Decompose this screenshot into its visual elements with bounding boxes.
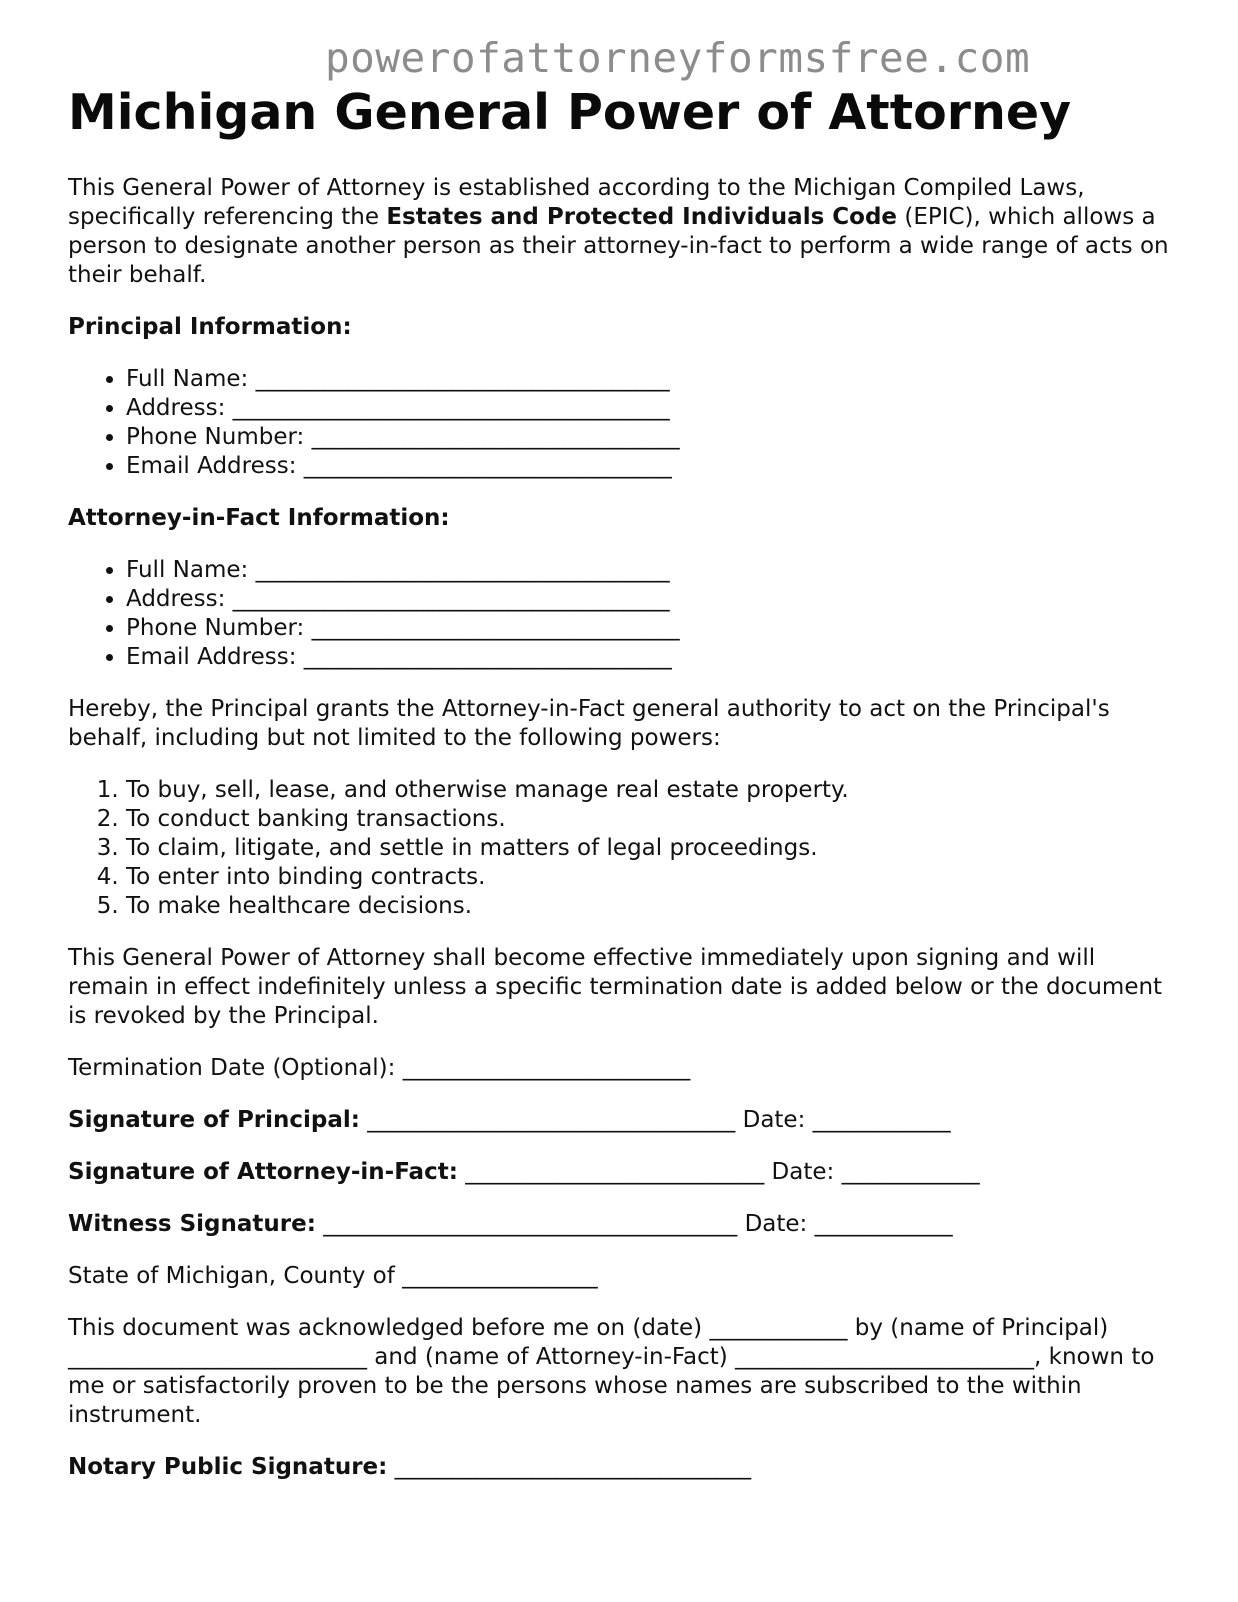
list-item: 2. To conduct banking transactions.	[126, 805, 1178, 834]
principal-fields-list	[68, 365, 1178, 481]
powers-list	[68, 776, 1178, 921]
notary-signature-line	[68, 1453, 1178, 1482]
witness-date-blank[interactable]: ____________	[814, 1210, 953, 1237]
principal-signature-line	[68, 1106, 1178, 1135]
list-item	[126, 365, 1178, 394]
list-item	[126, 614, 1178, 643]
document-page	[68, 84, 1178, 1482]
termination-date-blank[interactable]: _________________________	[402, 1054, 691, 1081]
signature-label: Signature of Principal:	[68, 1106, 360, 1133]
list-item	[126, 585, 1178, 614]
attorney-date-blank[interactable]: ____________	[841, 1158, 980, 1185]
attorney-phone-blank[interactable]: ________________________________	[311, 614, 680, 641]
principal-address-blank[interactable]: ______________________________________	[232, 394, 670, 421]
list-item: 5. To make healthcare decisions.	[126, 892, 1178, 921]
list-item	[126, 423, 1178, 452]
list-item: 3. To claim, litigate, and settle in matters of legal proceedings.	[126, 834, 1178, 863]
field-label: Email Address:	[126, 643, 297, 670]
date-label: Date:	[771, 1158, 835, 1185]
witness-signature-blank[interactable]: ____________________________________	[323, 1210, 738, 1237]
list-item	[126, 394, 1178, 423]
page-title: Michigan General Power of Attorney	[68, 84, 1072, 141]
signature-label: Signature of Attorney-in-Fact:	[68, 1158, 458, 1185]
attorney-address-blank[interactable]: ______________________________________	[232, 585, 670, 612]
effective-paragraph: This General Power of Attorney shall become effective immediately upon signing and will remain in effect indefinitely unless a specific termination date is added below or the document is revoked by the Principal.	[68, 944, 1163, 1029]
date-label: Date:	[742, 1106, 806, 1133]
attorney-fields-list	[68, 556, 1178, 672]
attorney-full-name-blank[interactable]: ____________________________________	[255, 556, 670, 583]
county-line	[68, 1262, 1178, 1291]
intro-paragraph	[68, 174, 1178, 290]
field-label: Address:	[126, 585, 226, 612]
list-item	[126, 556, 1178, 585]
attorney-signature-line	[68, 1158, 1178, 1187]
field-label: Full Name:	[126, 556, 249, 583]
notary-label: Notary Public Signature:	[68, 1453, 388, 1480]
intro-text-after: (EPIC), which allows a person to designate another person as their attorney-in-fact to perform a wide range of acts on their behalf.	[68, 203, 1169, 288]
list-item	[126, 643, 1178, 672]
principal-date-blank[interactable]: ____________	[812, 1106, 951, 1133]
principal-full-name-blank[interactable]: ____________________________________	[255, 365, 670, 392]
intro-text-before: This General Power of Attorney is established according to the Michigan Compiled Laws, specifically referencing the	[68, 174, 1085, 230]
field-label: Full Name:	[126, 365, 249, 392]
notary-signature-blank[interactable]: _______________________________	[394, 1453, 752, 1480]
field-label: Phone Number:	[126, 614, 305, 641]
field-label: Email Address:	[126, 452, 297, 479]
acknowledgment-paragraph: This document was acknowledged before me on (date) ____________ by (name of Principal) __________________________ and (name of Attorney-in-Fact) __________________________, known to me or satisfactorily proven to be the persons whose names are subscribed to the within instrument.	[68, 1314, 1155, 1428]
signature-label: Witness Signature:	[68, 1210, 316, 1237]
attorney-signature-blank[interactable]: __________________________	[465, 1158, 765, 1185]
witness-signature-line	[68, 1210, 1178, 1239]
date-label: Date:	[744, 1210, 808, 1237]
list-item: 4. To enter into binding contracts.	[126, 863, 1178, 892]
attorney-email-blank[interactable]: ________________________________	[303, 643, 672, 670]
watermark: powerofattorneyformsfree.com	[325, 34, 1031, 82]
grant-paragraph: Hereby, the Principal grants the Attorney-in-Fact general authority to act on the Principal's behalf, including but not limited to the following powers:	[68, 695, 1110, 751]
list-item	[126, 452, 1178, 481]
county-label: State of Michigan, County of	[68, 1262, 395, 1289]
principal-heading: Principal Information:	[68, 313, 352, 340]
field-label: Address:	[126, 394, 226, 421]
termination-label: Termination Date (Optional):	[68, 1054, 396, 1081]
principal-email-blank[interactable]: ________________________________	[303, 452, 672, 479]
county-blank[interactable]: _________________	[402, 1262, 598, 1289]
termination-line	[68, 1054, 1178, 1083]
list-item: 1. To buy, sell, lease, and otherwise manage real estate property.	[126, 776, 1178, 805]
attorney-heading: Attorney-in-Fact Information:	[68, 504, 450, 531]
principal-signature-blank[interactable]: ________________________________	[367, 1106, 736, 1133]
principal-phone-blank[interactable]: ________________________________	[311, 423, 680, 450]
intro-text-bold: Estates and Protected Individuals Code	[386, 203, 898, 230]
field-label: Phone Number:	[126, 423, 305, 450]
